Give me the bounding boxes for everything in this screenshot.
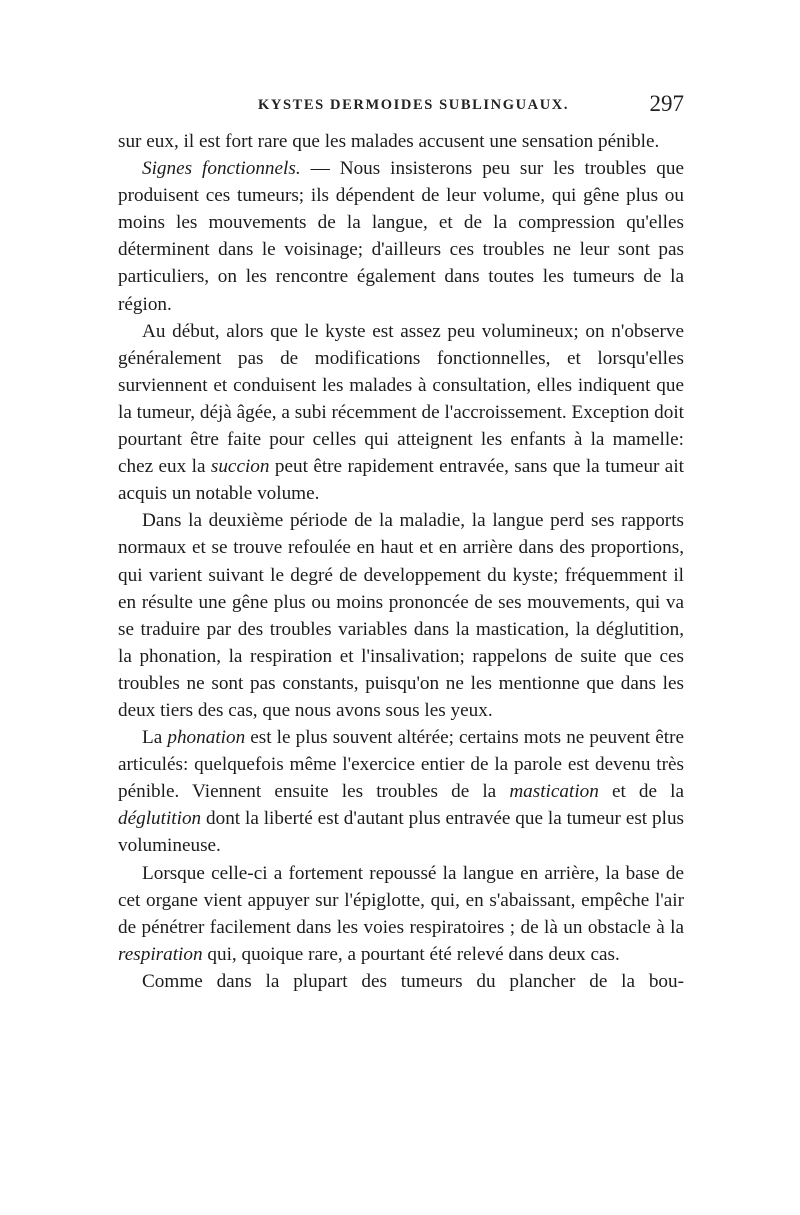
paragraph-6-text-b: qui, quoique rare, a pourtant été relevé dans deux cas. <box>202 943 620 965</box>
paragraph-5-text-b: est le plus souvent altérée; certains mots ne peuvent être articulés: quelquefois même l'exercice entier de la parole est devenu très pénible. Viennent ensuite les troubles de la <box>118 727 684 803</box>
paragraph-6-text-a: Lorsque celle-ci a fortement repoussé la langue en arrière, la base de cet organe vient appuyer sur l'épiglotte, qui, en s'abaissant, empêche l'air de pénétrer facilement dans les voies respiratoires ; de là un obstacle à la <box>118 862 684 938</box>
paragraph-7-text: Comme dans la plupart des tumeurs du plancher de la bou- <box>142 970 684 992</box>
term-respiration: respiration <box>118 943 203 965</box>
page-number: 297 <box>649 91 684 116</box>
paragraph-1 <box>118 128 684 155</box>
page-header <box>118 91 684 123</box>
term-phonation: phonation <box>167 727 246 749</box>
body-text <box>118 128 684 995</box>
paragraph-4-text: Dans la deuxième période de la maladie, la langue perd ses rapports normaux et se trouve refoulée en haut et en arrière dans des proportions, qui varient suivant le degré de developpement du kyste; fréquemment il en résulte une gêne plus ou moins prononcée de ses mouvements, qui va se traduire par des troubles variables dans la mastication, la déglutition, la phonation, la respiration et l'insalivation; rappelons de suite que ces troubles ne sont pas constants, puisqu'on ne les mentionne que dans les deux tiers des cas, que nous avons sous les yeux. <box>118 510 684 721</box>
term-mastication: mastication <box>509 781 599 803</box>
running-title: KYSTES DERMOIDES SUBLINGUAUX. <box>258 97 570 113</box>
paragraph-1-text: sur eux, il est fort rare que les malades accusent une sensation pénible. <box>118 131 660 152</box>
term-deglutition: déglutition <box>118 808 202 830</box>
section-label-signes-fonctionnels: Signes fonctionnels. <box>142 158 301 180</box>
paragraph-5 <box>118 724 684 859</box>
paragraph-7 <box>118 968 684 995</box>
paragraph-3-text-b: peut être rapidement entravée, sans que la tumeur ait acquis un notable volume. <box>118 456 684 505</box>
paragraph-2-text: — Nous insisterons peu sur les troubles que produisent ces tumeurs; ils dépendent de leur volume, qui gêne plus ou moins les mouvements de la langue, et de la compression qu'elles déterminent dans le voisinage; d'ailleurs ces troubles ne leur sont pas particuliers, on les rencontre également dans toutes les tumeurs de la région. <box>118 158 684 315</box>
paragraph-4 <box>118 507 684 724</box>
term-succion: succion <box>210 456 270 478</box>
paragraph-3-text-a: Au début, alors que le kyste est assez peu volumineux; on n'observe généralement pas de modifications fonctionnelles, et lorsqu'elles surviennent et conduisent les malades à consultation, elles indiquent que la tumeur, déjà âgée, a subi récemment de l'accroissement. Exception doit pourtant être faite pour celles qui atteignent les enfants à la mamelle: chez eux la <box>118 320 684 478</box>
paragraph-5-text-c: et de la <box>598 781 684 803</box>
paragraph-6 <box>118 860 684 968</box>
paragraph-5-text-a: La <box>142 727 168 749</box>
paragraph-3 <box>118 318 684 508</box>
paragraph-5-text-d: dont la liberté est d'autant plus entravée que la tumeur est plus volumineuse. <box>118 808 684 857</box>
paragraph-2 <box>118 155 684 318</box>
